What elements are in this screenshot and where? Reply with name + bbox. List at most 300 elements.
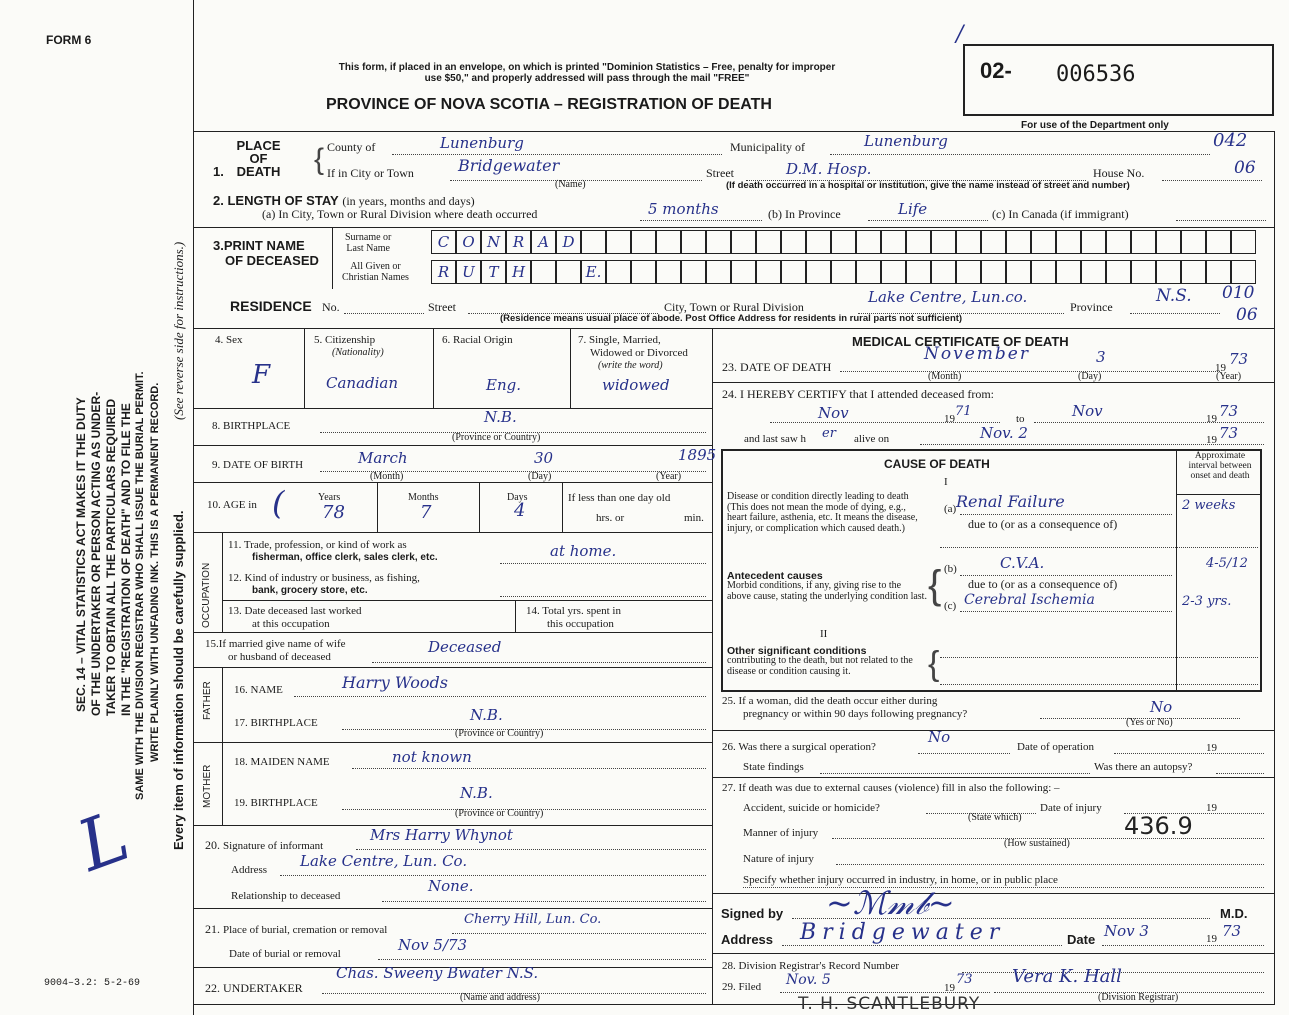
city-label: If in City or Town [327, 166, 414, 180]
surname-letter-box: R [506, 230, 531, 254]
residence-no-line [344, 313, 424, 314]
given-letter-box [756, 260, 781, 284]
residence-label: RESIDENCE [230, 298, 312, 314]
date-injury-label: Date of injury [1040, 802, 1102, 814]
burial-place-line [452, 933, 706, 934]
residence-no-label: No. [322, 300, 340, 314]
stay-b-label: (b) In Province [768, 207, 841, 221]
op-date-line [1114, 753, 1264, 754]
interval-label: Approximate interval between onset and death [1188, 451, 1252, 481]
burial-date-line [378, 959, 706, 960]
lt-day-min: min. [684, 512, 704, 524]
cause-a-label: (a) [944, 503, 957, 515]
given-letter-box [1181, 260, 1206, 284]
stay-b-line [868, 220, 988, 221]
cause-a2-line [940, 547, 1258, 548]
age-months: 7 [420, 502, 432, 523]
months-label: Months [408, 492, 439, 503]
cause-b-label: (b) [944, 563, 957, 575]
given-letter-box [806, 260, 831, 284]
burial-place-label: 21. Place of burial, cremation or removal [205, 922, 388, 936]
given-letter-box [556, 260, 581, 284]
physician-signature: ~ℳ𝓂𝒷~ [826, 884, 955, 922]
mail-notice-line-1: This form, if placed in an envelope, on which is printed "Dominion Statistics – Free, penalty for improper [338, 62, 836, 73]
q25-line-2: pregnancy or within 90 days following pregnancy? [743, 708, 968, 720]
other-line-1 [940, 657, 1258, 658]
days-label: Days [507, 492, 528, 503]
municipality-label: Municipality of [730, 140, 805, 154]
marital-value: widowed [602, 376, 670, 394]
given-letter-box [1206, 260, 1231, 284]
given-letter-box: U [456, 260, 481, 284]
statute-line-2: OF THE UNDERTAKER OR PERSON ACTING AS UNDER- [89, 391, 103, 716]
q17-label: 17. BIRTHPLACE [234, 717, 318, 729]
dob-day: 30 [534, 449, 554, 467]
q19-value: N.B. [460, 784, 493, 802]
surname-letter-box [806, 230, 831, 254]
racial-value: Eng. [486, 376, 521, 394]
right-frame [1274, 131, 1275, 1005]
center-divider [712, 328, 713, 1004]
sex-label: 4. Sex [215, 334, 243, 346]
surname-letter-box [1206, 230, 1231, 254]
given-label: All Given or Christian Names [342, 261, 409, 283]
age-div-3 [562, 482, 563, 532]
residence-note: (Residence means usual place of abode. Post Office Address for residents in rural parts not sufficient) [500, 313, 963, 324]
medical-title: MEDICAL CERTIFICATE OF DEATH [852, 334, 1069, 349]
attend-to-line [1034, 422, 1264, 423]
q26-line [918, 753, 1010, 754]
street-label: Street [706, 166, 734, 180]
specify-label: Specify whether injury occurred in industry, in home, or in public place [743, 874, 1058, 886]
surname-letter-box [756, 230, 781, 254]
death-date-label: 23. DATE OF DEATH [722, 360, 832, 374]
state-findings-line [820, 773, 1090, 774]
interval-c: 2-3 yrs. [1182, 594, 1232, 609]
rule-28 [712, 953, 1275, 954]
age-years: 78 [322, 502, 345, 523]
rule-11 [193, 532, 712, 533]
informant-address-label: Address [231, 864, 268, 876]
state-which-caption: (State which) [968, 812, 1022, 823]
nature-label: Nature of injury [743, 853, 814, 865]
q26-value: No [928, 728, 951, 746]
q19-label: 19. BIRTHPLACE [234, 797, 318, 809]
other-conditions-title: Other significant conditions [727, 645, 867, 657]
surname-letter-box [1181, 230, 1206, 254]
physician-address-value: Bridgewater [800, 920, 1006, 945]
residence-city-label: City, Town or Rural Division [664, 300, 804, 314]
surname-letter-box [1081, 230, 1106, 254]
q27-label: 27. If death was due to external causes (violence) fill in also the following: – [722, 782, 1060, 794]
mother-side-label: MOTHER [202, 764, 213, 808]
county-label: County of [327, 140, 376, 154]
q18-label: 18. MAIDEN NAME [234, 756, 330, 768]
op-date-label: Date of operation [1017, 741, 1094, 753]
q12-line [500, 596, 706, 597]
form-number: FORM 6 [46, 33, 92, 47]
given-letter-box [906, 260, 931, 284]
rule-26 [712, 730, 1275, 731]
municipality-code: 042 [1213, 130, 1248, 151]
last-saw-label: and last saw h [744, 433, 807, 445]
physician-address-label: Address [721, 932, 774, 947]
accident-label: Accident, suicide or homicide? [743, 802, 880, 814]
death-year: 73 [1229, 350, 1249, 368]
racial-label: 6. Racial Origin [442, 334, 513, 346]
residence-province-line [1130, 313, 1220, 314]
attend-to-label: to [1016, 413, 1025, 425]
informant-rel-value: None. [428, 877, 474, 895]
residence-code-a: 010 [1222, 283, 1255, 303]
given-letter-box [956, 260, 981, 284]
q25-line-1: 25. If a woman, did the death occur either during [722, 695, 938, 707]
interval-b: 4-5/12 [1206, 556, 1248, 571]
surname-letter-box [831, 230, 856, 254]
other-conditions-label: contributing to the death, but not related to the disease or condition causing it. [727, 655, 913, 677]
given-letter-box [831, 260, 856, 284]
surname-letter-box [1156, 230, 1181, 254]
antecedent-label: Morbid conditions, if any, giving rise to the above cause, stating the underlying condition last. [727, 580, 927, 602]
given-letter-box [1081, 260, 1106, 284]
death-month-caption: (Month) [928, 371, 962, 382]
rule-8 [193, 408, 712, 409]
divider-6-7 [570, 328, 571, 408]
q17-caption: (Province or Country) [455, 728, 544, 739]
nature-line [836, 864, 1264, 865]
stay-b-value: Life [898, 200, 928, 218]
part-two-label: II [820, 628, 828, 640]
rule-signed [712, 893, 1275, 894]
q17-value: N.B. [470, 706, 503, 724]
q14-line-2: this occupation [547, 618, 614, 630]
surname-letter-box [631, 230, 656, 254]
q16-label: 16. NAME [234, 684, 283, 696]
interval-a: 2 weeks [1182, 498, 1236, 513]
antecedent-brace: { [928, 563, 942, 607]
death-day-caption: (Day) [1078, 371, 1102, 382]
interval-rule [1176, 494, 1262, 495]
q15-value: Deceased [428, 638, 502, 656]
marital-label-1: 7. Single, Married, [578, 334, 661, 346]
rule-13 [222, 600, 712, 601]
registrar-caption: (Division Registrar) [1098, 992, 1179, 1003]
burial-place-value: Cherry Hill, Lun. Co. [464, 912, 602, 927]
cause-code: 436.9 [1124, 812, 1193, 840]
last-saw-pronoun: er [822, 426, 836, 441]
manner-label: Manner of injury [743, 827, 819, 839]
attend-label: 24. I HEREBY CERTIFY that I attended deceased from: [722, 387, 994, 401]
sign-year-prefix: 19 [1206, 933, 1217, 945]
cause-a-value: Renal Failure [956, 492, 1065, 511]
given-letter-box [656, 260, 681, 284]
residence-province-value: N.S. [1156, 286, 1192, 306]
last-saw-year: 73 [1219, 424, 1239, 442]
registrar-signature: Vera K. Hall [1012, 966, 1122, 987]
attend-to: Nov [1072, 402, 1103, 420]
rule-9 [193, 445, 712, 446]
given-letter-box [981, 260, 1006, 284]
signed-by-label: Signed by [721, 906, 784, 921]
given-letter-box [881, 260, 906, 284]
statute-line-1: SEC. 14 – VITAL STATISTICS ACT MAKES IT THE DUTY [74, 397, 88, 712]
given-letter-box [1056, 260, 1081, 284]
divider-5-6 [433, 328, 434, 408]
undertaker-value: Chas. Sweeny Bwater N.S. [336, 964, 539, 982]
citizenship-value: Canadian [326, 374, 399, 392]
q14-line-1: 14. Total yrs. spent in [526, 605, 621, 617]
filed-value: Nov. 5 [786, 972, 831, 988]
municipality-line [830, 154, 1210, 155]
death-year-prefix: 19 [1215, 362, 1226, 374]
q15-line-2: or husband of deceased [228, 651, 331, 663]
citizenship-label: 5. Citizenship [314, 334, 376, 346]
dob-label: 9. DATE OF BIRTH [212, 459, 304, 471]
q15-label: 15.If married give name of wife [205, 638, 346, 650]
age-div-1 [377, 482, 378, 532]
cause-b-line [960, 575, 1172, 576]
surname-letter-box [1106, 230, 1131, 254]
age-days: 4 [514, 500, 526, 521]
surname-letter-box [906, 230, 931, 254]
every-item-note: Every item of information should be carefully supplied. [171, 510, 186, 850]
place-of-death-label: 1. PLACE OF DEATH [213, 138, 281, 179]
informant-rel-line [382, 901, 706, 902]
given-letter-box [606, 260, 631, 284]
cause-c-line [960, 611, 1172, 612]
op-date-prefix: 19 [1206, 742, 1217, 754]
cause-b-value: C.V.A. [1000, 554, 1045, 572]
given-letter-box: T [481, 260, 506, 284]
due-to-b: due to (or as a consequence of) [968, 577, 1118, 591]
q11-value: at home. [550, 542, 617, 560]
margin-mark: L [67, 794, 140, 888]
informant-address-line [280, 875, 706, 876]
undertaker-caption: (Name and address) [460, 992, 540, 1003]
stay-a-value: 5 months [648, 200, 719, 218]
surname-letter-box [981, 230, 1006, 254]
rule-24 [712, 382, 1275, 383]
cause-title: CAUSE OF DEATH [884, 457, 990, 471]
sign-date: Nov 3 [1104, 922, 1149, 940]
burial-date-label: Date of burial or removal [229, 948, 341, 960]
q12-line-2: bank, grocery store, etc. [252, 585, 368, 596]
informant-sig-label: 20. Signature of informant [205, 838, 324, 852]
dob-month: March [358, 449, 408, 467]
q12-line-1: 12. Kind of industry or business, as fishing, [228, 572, 420, 584]
given-letter-box [856, 260, 881, 284]
death-month: November [924, 344, 1030, 364]
print-name-label: 3.PRINT NAME OF DECEASED [213, 238, 319, 268]
surname-letter-box [931, 230, 956, 254]
department-use-label: For use of the Department only [1021, 120, 1169, 131]
form-title: PROVINCE OF NOVA SCOTIA – REGISTRATION OF DEATH [326, 96, 772, 113]
residence-province-label: Province [1070, 300, 1113, 314]
q16-line [294, 696, 706, 697]
surname-letter-box: O [456, 230, 481, 254]
filed-year-prefix: 19 [944, 982, 955, 994]
informant-rel-label: Relationship to deceased [231, 890, 341, 902]
surname-letter-box [1231, 230, 1256, 254]
q18-value: not known [392, 748, 472, 766]
surname-letter-box [856, 230, 881, 254]
length-of-stay-label: 2. LENGTH OF STAY (in years, months and days) [213, 193, 475, 208]
other-brace: { [928, 645, 940, 683]
given-letter-box: E. [581, 260, 606, 284]
autopsy-label: Was there an autopsy? [1094, 761, 1193, 773]
dob-year: 1895 [678, 446, 717, 464]
given-letter-box [781, 260, 806, 284]
q16-value: Harry Woods [342, 673, 448, 692]
surname-letter-box [1031, 230, 1056, 254]
occupation-side-label: OCCUPATION [201, 562, 212, 628]
surname-letter-box: A [531, 230, 556, 254]
surname-letter-box [956, 230, 981, 254]
given-letter-box [731, 260, 756, 284]
rule-18 [193, 742, 712, 743]
q25-caption: (Yes or No) [1126, 717, 1173, 728]
surname-letter-box [881, 230, 906, 254]
attend-from-prefix: 19 [944, 413, 955, 425]
birthplace-value: N.B. [484, 408, 517, 426]
q11-line-2: fisherman, office clerk, sales clerk, etc. [252, 552, 438, 563]
left-margin-line [193, 0, 194, 1015]
given-letter-box [1231, 260, 1256, 284]
attend-from-line [770, 422, 1000, 423]
registrar-stamp: T. H. SCANTLEBURY [798, 994, 981, 1014]
reverse-side-note: (See reverse side for instructions.) [171, 241, 186, 420]
street-value: D.M. Hosp. [786, 160, 872, 178]
surname-letter-box [706, 230, 731, 254]
residence-code-b: 06 [1236, 305, 1258, 325]
surname-letter-box [1056, 230, 1081, 254]
given-letter-box [1131, 260, 1156, 284]
surname-letter-box [656, 230, 681, 254]
birthplace-label: 8. BIRTHPLACE [212, 420, 291, 432]
municipality-value: Lunenburg [864, 132, 948, 150]
attend-from-year: 71 [955, 404, 972, 419]
q19-caption: (Province or Country) [455, 808, 544, 819]
statute-line-6: WRITE PLAINLY WITH UNFADING INK. THIS IS A PERMANENT RECORD. [149, 382, 161, 762]
q15-line [372, 662, 706, 663]
burial-date-value: Nov 5/73 [398, 936, 468, 954]
part-one-label: I [944, 476, 948, 488]
occupation-side-div [222, 532, 223, 632]
age-div-2 [479, 482, 480, 532]
attend-from: Nov [818, 404, 849, 422]
q13-line-1: 13. Date deceased last worked [228, 605, 362, 617]
q25-value: No [1150, 698, 1173, 716]
rule-21 [193, 908, 712, 909]
house-value: 06 [1234, 158, 1256, 178]
surname-letter-box [581, 230, 606, 254]
alive-label: alive on [854, 433, 890, 445]
filed-line [780, 992, 990, 993]
registration-number: 006536 [1056, 62, 1136, 87]
marital-label-2: Widowed or Divorced [590, 347, 688, 359]
surname-letter-box [1006, 230, 1031, 254]
age-label: 10. AGE in [207, 499, 257, 511]
lt-day-label: If less than one day old [568, 492, 671, 504]
mail-notice-line-2: use $50," and properly addressed will pass through the mail "FREE" [424, 73, 750, 84]
name-caption: (Name) [555, 179, 586, 190]
checkmark: / [956, 22, 964, 47]
registration-prefix: 02- [980, 58, 1012, 83]
form-code: 9004–3.2: 5-2-69 [44, 978, 141, 989]
given-letter-box [1106, 260, 1131, 284]
lt-day-hrs: hrs. or [596, 512, 625, 524]
house-line [1162, 180, 1262, 181]
birthplace-caption: (Province or Country) [452, 432, 541, 443]
county-line [392, 154, 722, 155]
specify-line [743, 887, 1264, 888]
given-letter-box [681, 260, 706, 284]
surname-letter-box [606, 230, 631, 254]
other-line-2 [940, 684, 1258, 685]
hospital-note: (If death occurred in a hospital or institution, give the name instead of street and number) [726, 180, 1130, 191]
date-injury-prefix: 19 [1206, 802, 1217, 814]
sign-date-line [1102, 945, 1264, 946]
md-label: M.D. [1220, 906, 1248, 921]
residence-city-value: Lake Centre, Lun.co. [868, 288, 1028, 306]
death-date-line [840, 371, 1220, 372]
county-value: Lunenburg [440, 134, 524, 152]
given-letter-box [1006, 260, 1031, 284]
immediate-cause-label: Disease or condition directly leading to death (This does not mean the mode of dying, e.g., heart failure, asthenia, etc. It means the disease, injury, or complication which caused death.) [727, 491, 918, 534]
surname-label: Surname or Last Name [345, 232, 392, 254]
residence-street-label: Street [428, 300, 456, 314]
given-letter-box [706, 260, 731, 284]
interval-divider [1176, 449, 1177, 692]
antecedent-title: Antecedent causes [727, 570, 823, 582]
stay-a-label: (a) In City, Town or Rural Division where death occurred [262, 207, 538, 221]
cause-c-label: (c) [944, 600, 957, 612]
informant-sig-line [356, 849, 706, 850]
q11-line [500, 563, 706, 564]
years-label: Years [318, 492, 341, 503]
place-brace: { [314, 143, 325, 176]
physician-address-line [782, 945, 1062, 946]
q28-label: 28. Division Registrar's Record Number [722, 960, 900, 972]
how-sustained-caption: (How sustained) [1004, 838, 1070, 849]
rule-16 [193, 667, 712, 668]
mail-notice [262, 62, 912, 84]
filed-label: 29. Filed [722, 981, 762, 993]
death-day: 3 [1096, 348, 1106, 366]
given-letter-box [1156, 260, 1181, 284]
q13-q14-div [515, 600, 516, 632]
personal-top-rule [193, 328, 1275, 329]
bottom-rule [193, 1004, 1275, 1005]
attend-to-year: 73 [1219, 402, 1239, 420]
given-letter-box [531, 260, 556, 284]
name-divider [332, 227, 333, 289]
surname-letter-box: C [431, 230, 456, 254]
house-label: House No. [1093, 166, 1145, 180]
top-rule [193, 131, 1275, 132]
given-letter-box [931, 260, 956, 284]
autopsy-line [1216, 773, 1264, 774]
age-brace: ( [272, 484, 285, 522]
dob-month-caption: (Month) [370, 471, 404, 482]
last-saw-date: Nov. 2 [980, 424, 1028, 442]
sex-value: F [252, 360, 271, 390]
rule-15 [193, 632, 712, 633]
given-letter-box: R [431, 260, 456, 284]
rule-27 [712, 777, 1275, 778]
cause-c-value: Cerebral Ischemia [964, 592, 1095, 608]
dob-day-caption: (Day) [528, 471, 552, 482]
